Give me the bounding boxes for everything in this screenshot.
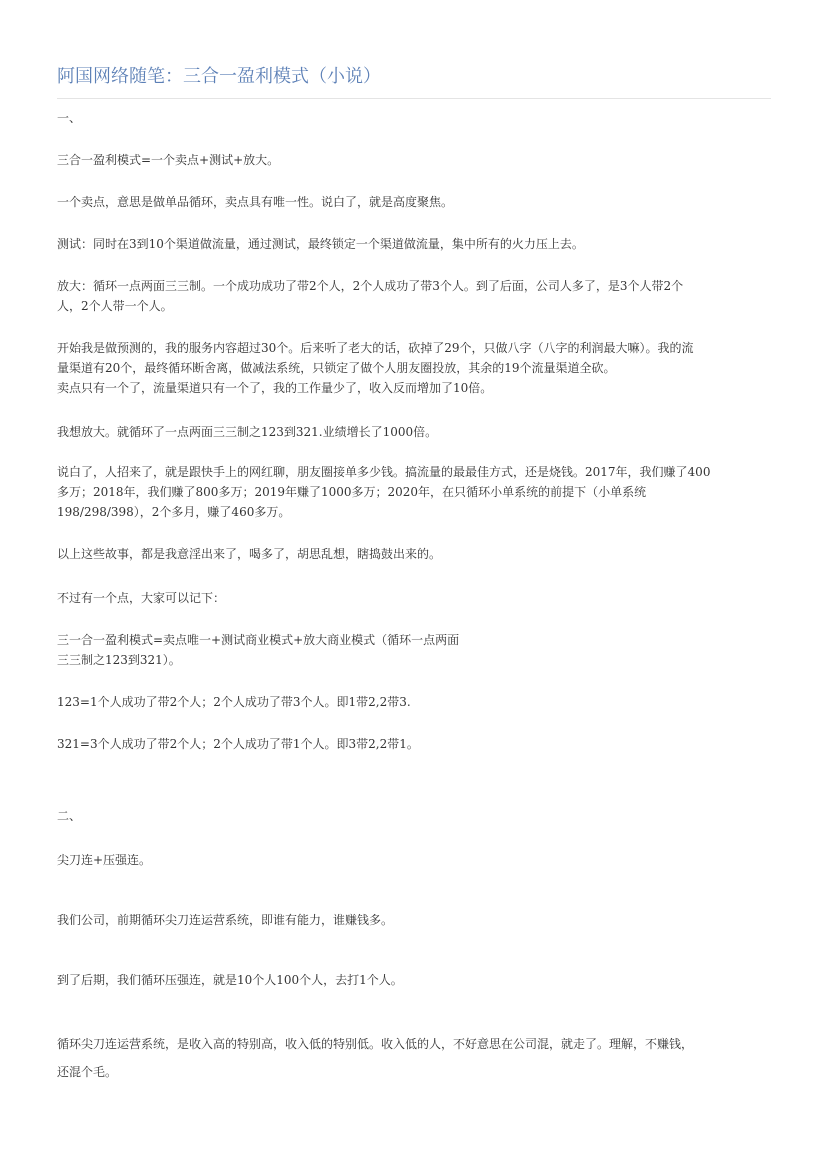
paragraph-5-line-3: 卖点只有一个了，流量渠道只有一个了，我的工作量少了，收入反而增加了10倍。 (57, 381, 493, 395)
section-heading-1: 一、 (57, 111, 82, 125)
paragraph-15: 到了后期，我们循环压强连，就是10个人100个人，去打1个人。 (57, 973, 403, 987)
paragraph-16-line-2: 还混个毛。 (57, 1065, 118, 1079)
paragraph-4 (57, 276, 771, 316)
paragraph-16 (57, 1030, 771, 1086)
paragraph-5 (57, 338, 771, 398)
paragraph-8: 以上这些故事，都是我意淫出来了，喝多了，胡思乱想，瞎捣鼓出来的。 (57, 547, 442, 561)
paragraph-7 (57, 462, 771, 522)
paragraph-2: 一个卖点，意思是做单品循环，卖点具有唯一性。说白了，就是高度聚焦。 (57, 195, 454, 209)
paragraph-12: 321=3个人成功了带2个人；2个人成功了带1个人。即3带2,2带1。 (57, 737, 419, 751)
paragraph-14: 我们公司，前期循环尖刀连运营系统，即谁有能力，谁赚钱多。 (57, 913, 394, 927)
paragraph-3: 测试：同时在3到10个渠道做流量，通过测试，最终锁定一个渠道做流量，集中所有的火力压上去。 (57, 237, 584, 251)
title-divider (57, 98, 771, 99)
paragraph-5-line-2: 量渠道有20个，最终循环断舍离，做减法系统，只锁定了做个人朋友圈投放，其余的19个流量渠道全砍。 (57, 361, 616, 375)
paragraph-4-line-2: 人，2个人带一个人。 (57, 299, 173, 313)
paragraph-10 (57, 630, 771, 670)
paragraph-7-line-2: 多万；2018年，我们赚了800多万；2019年赚了1000多万；2020年，在只循环小单系统的前提下（小单系统 (57, 485, 647, 499)
paragraph-13: 尖刀连+压强连。 (57, 853, 152, 867)
paragraph-4-line-1: 放大：循环一点两面三三制。一个成功成功了带2个人，2个人成功了带3个人。到了后面，公司人多了，是3个人带2个 (57, 279, 684, 293)
paragraph-16-line-1: 循环尖刀连运营系统，是收入高的特别高，收入低的特别低。收入低的人，不好意思在公司混，就走了。理解，不赚钱， (57, 1037, 694, 1051)
paragraph-1: 三合一盈利模式=一个卖点+测试+放大。 (57, 153, 280, 167)
paragraph-10-line-2: 三三制之123到321）。 (57, 653, 181, 667)
paragraph-9: 不过有一个点，大家可以记下： (57, 591, 226, 605)
section-heading-2: 二、 (57, 809, 82, 823)
article-title: 阿国网络随笔：三合一盈利模式（小说） (57, 66, 381, 87)
paragraph-7-line-1: 说白了，人招来了，就是跟快手上的网红聊，朋友圈接单多少钱。搞流量的最最佳方式，还是烧钱。2017年，我们赚了400 (57, 465, 711, 479)
paragraph-10-line-1: 三一合一盈利模式=卖点唯一+测试商业模式+放大商业模式（循环一点两面 (57, 633, 460, 647)
paragraph-11: 123=1个人成功了带2个人；2个人成功了带3个人。即1带2,2带3. (57, 695, 411, 709)
paragraph-6: 我想放大。就循环了一点两面三三制之123到321.业绩增长了1000倍。 (57, 425, 438, 439)
paragraph-5-line-1: 开始我是做预测的，我的服务内容超过30个。后来听了老大的话，砍掉了29个，只做八字（八字的利润最大嘛）。我的流 (57, 341, 694, 355)
paragraph-7-line-3: 198/298/398），2个多月，赚了460多万。 (57, 505, 291, 519)
